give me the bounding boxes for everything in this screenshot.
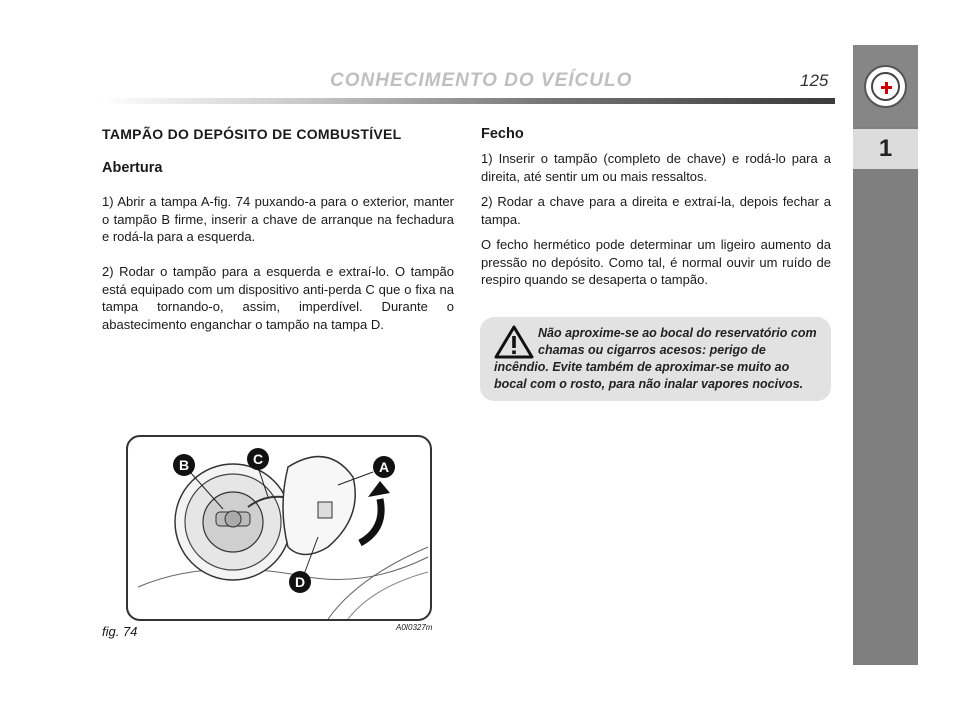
header-rule — [100, 98, 835, 104]
alfa-romeo-logo-icon — [864, 65, 907, 108]
warning-text-wrap — [494, 325, 819, 393]
page-header-title: CONHECIMENTO DO VEÍCULO — [330, 70, 633, 91]
callout-a-label: A — [378, 459, 390, 475]
opening-step-1: 1) Abrir a tampa A-fig. 74 puxando-a para o exterior, manter o tampão B firme, inserir a chave de arranque na fechadura e rodá-la para a esquerda. — [102, 194, 454, 244]
closing-step-1: 1) Inserir o tampão (completo de chave) e rodá-lo para a direita, até sentir um ou mais ressaltos. — [481, 151, 831, 184]
figure-code: A0I0327m — [396, 623, 433, 632]
figure-74 — [126, 435, 432, 621]
warning-box — [480, 317, 831, 401]
callout-b — [173, 454, 195, 476]
callout-a — [373, 456, 395, 478]
figure-caption: fig. 74 — [102, 624, 138, 639]
logo-inner-ring — [871, 72, 900, 101]
subheading-closing: Fecho — [481, 126, 524, 142]
chapter-box[interactable] — [853, 129, 918, 169]
closing-note: O fecho hermético pode determinar um ligeiro aumento da pressão no depósito. Como tal, é normal ouvir um ruído de respiro quando se desaperta o tampão. — [481, 237, 831, 287]
chapter-number: 1 — [878, 135, 893, 162]
chapter-side-tab — [853, 45, 918, 665]
callout-c-label: C — [252, 451, 264, 467]
warning-triangle-icon — [494, 325, 538, 359]
callout-d-label: D — [294, 574, 306, 590]
logo-cross-horizontal — [881, 86, 892, 89]
section-title: TAMPÃO DO DEPÓSITO DE COMBUSTÍVEL — [102, 126, 402, 142]
subheading-opening: Abertura — [102, 160, 163, 176]
logo-box — [853, 45, 918, 127]
page-number: 125 — [800, 71, 829, 90]
warning-text: Não aproxime-se ao bocal do reservatório com chamas ou cigarros acesos: perigo de incêndio. Evite também de aproximar-se muito ao bocal com o rosto, para não inalar vapores nocivos. — [494, 326, 817, 391]
opening-step-2: 2) Rodar o tampão para a esquerda e extraí-lo. O tampão está equipado com um dispositivo anti-perda C que o fixa na tampa tornando-o, assim, imperdível. Durante o abastecimento enganchar o tampão na tampa D. — [102, 264, 454, 332]
closing-step-2: 2) Rodar a chave para a direita e extraí-la, depois fechar a tampa. — [481, 194, 831, 227]
callout-c — [247, 448, 269, 470]
callout-b-label: B — [178, 457, 190, 473]
callout-d — [289, 571, 311, 593]
fuel-cap-illustration — [128, 437, 430, 619]
